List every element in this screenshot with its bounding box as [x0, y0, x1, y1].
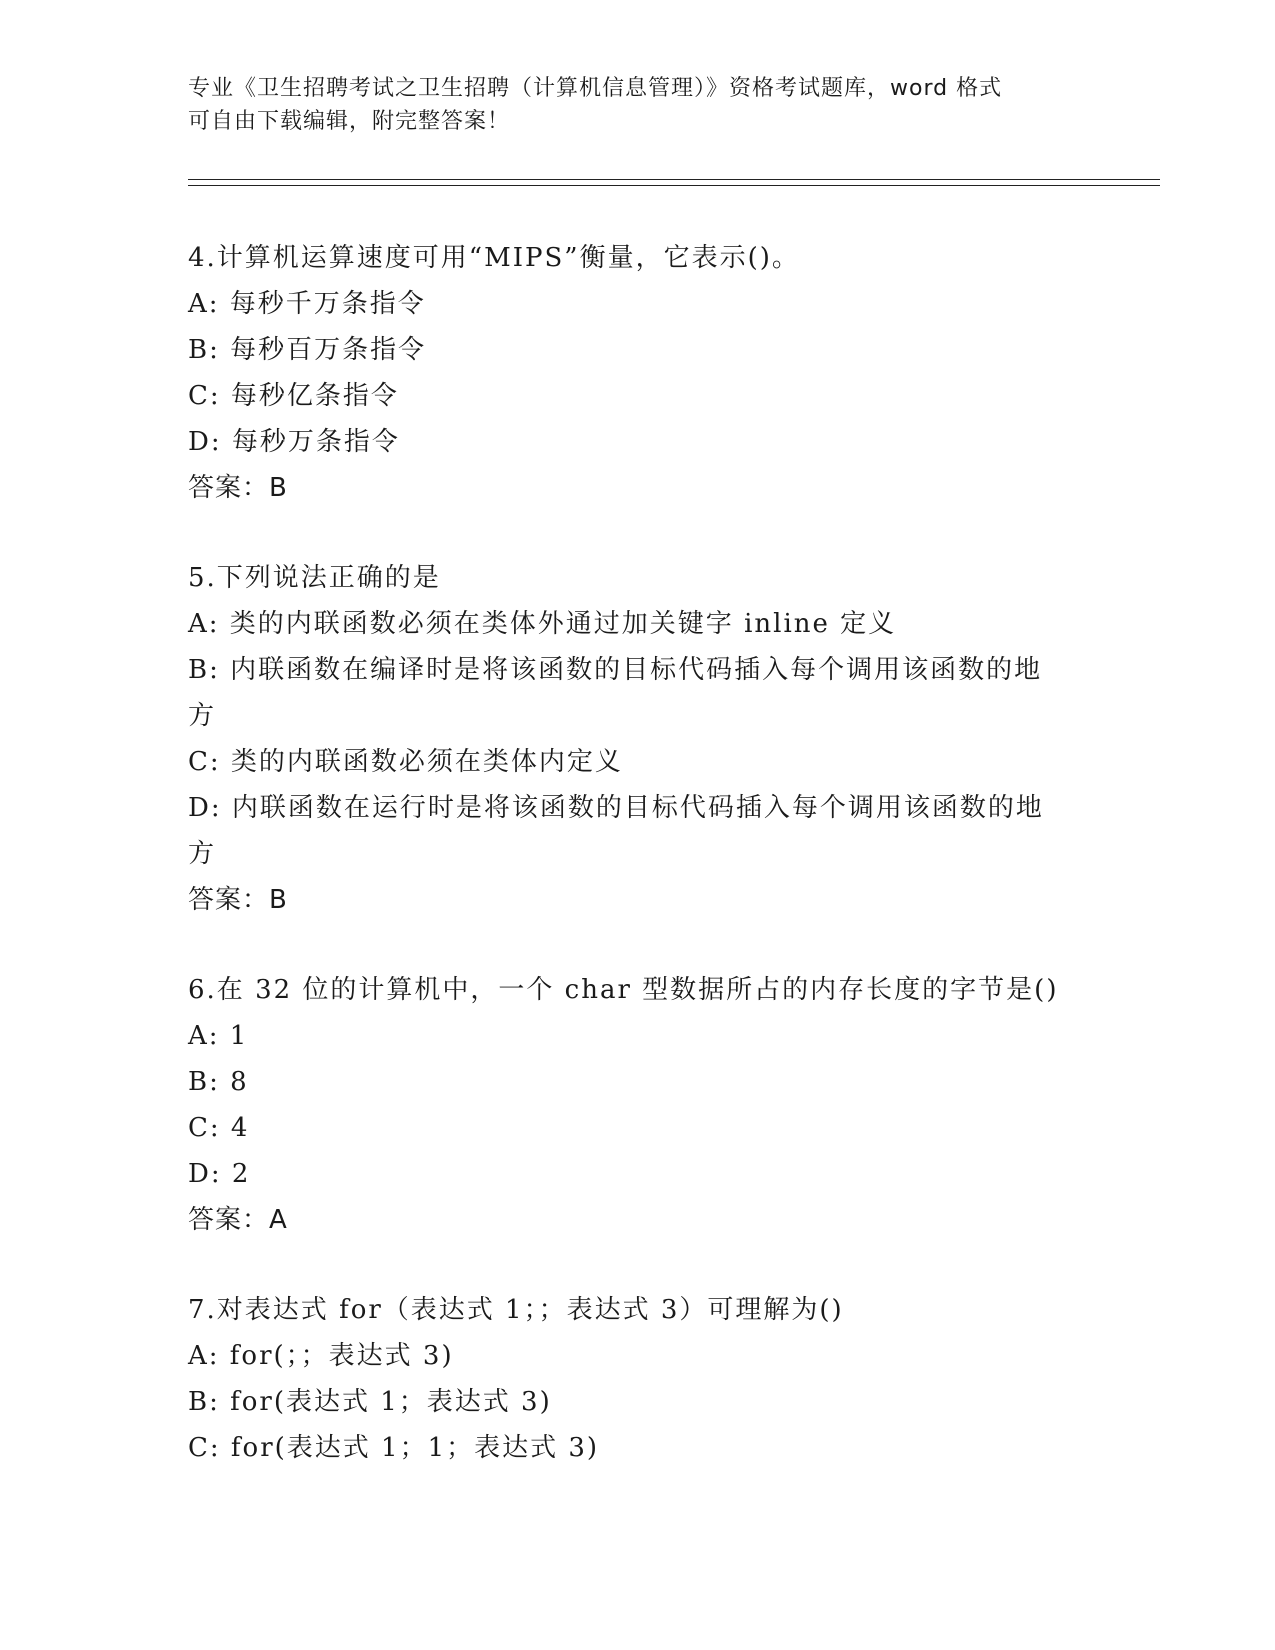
- question-stem: 7.对表达式 for（表达式 1；；表达式 3）可理解为(): [188, 1295, 844, 1325]
- option-c: C: 类的内联函数必须在类体内定义: [188, 747, 623, 777]
- header-divider: [188, 179, 1160, 186]
- option-a: A: 1: [188, 1021, 249, 1051]
- question-stem: 6.在 32 位的计算机中，一个 char 型数据所占的内存长度的字节是(): [188, 975, 1059, 1005]
- question-4: [188, 235, 1088, 511]
- option-b: B: 内联函数在编译时是将该函数的目标代码插入每个调用该函数的地: [188, 655, 1043, 685]
- option-d: D: 内联函数在运行时是将该函数的目标代码插入每个调用该函数的地: [188, 793, 1044, 823]
- answer-line: 答案：A: [188, 1205, 288, 1235]
- option-a: A: 类的内联函数必须在类体外通过加关键字 inline 定义: [188, 609, 897, 639]
- option-d: D: 2: [188, 1159, 251, 1189]
- option-b: B: 8: [188, 1067, 249, 1097]
- option-c: C: 每秒亿条指令: [188, 381, 399, 411]
- option-a: A: 每秒千万条指令: [188, 289, 426, 319]
- option-b-continued: 方: [188, 701, 217, 731]
- header-line-2: 可自由下载编辑，附完整答案！: [188, 109, 511, 134]
- header-line-1: 专业《卫生招聘考试之卫生招聘（计算机信息管理）》资格考试题库，word 格式: [188, 76, 1003, 101]
- answer-line: 答案：B: [188, 885, 288, 915]
- option-b: B: 每秒百万条指令: [188, 335, 427, 365]
- option-a: A: for(；；表达式 3): [188, 1341, 454, 1371]
- answer-line: 答案：B: [188, 473, 288, 503]
- question-6: [188, 967, 1088, 1243]
- option-b: B: for(表达式 1；表达式 3): [188, 1387, 552, 1417]
- option-c: C: 4: [188, 1113, 250, 1143]
- question-stem: 5.下列说法正确的是: [188, 563, 441, 593]
- question-7: [188, 1287, 1088, 1471]
- question-stem: 4.计算机运算速度可用“MIPS”衡量，它表示()。: [188, 243, 800, 273]
- option-c: C: for(表达式 1；1；表达式 3): [188, 1433, 600, 1463]
- option-d-continued: 方: [188, 839, 217, 869]
- option-d: D: 每秒万条指令: [188, 427, 400, 457]
- question-5: [188, 555, 1088, 923]
- document-header: [188, 72, 1068, 138]
